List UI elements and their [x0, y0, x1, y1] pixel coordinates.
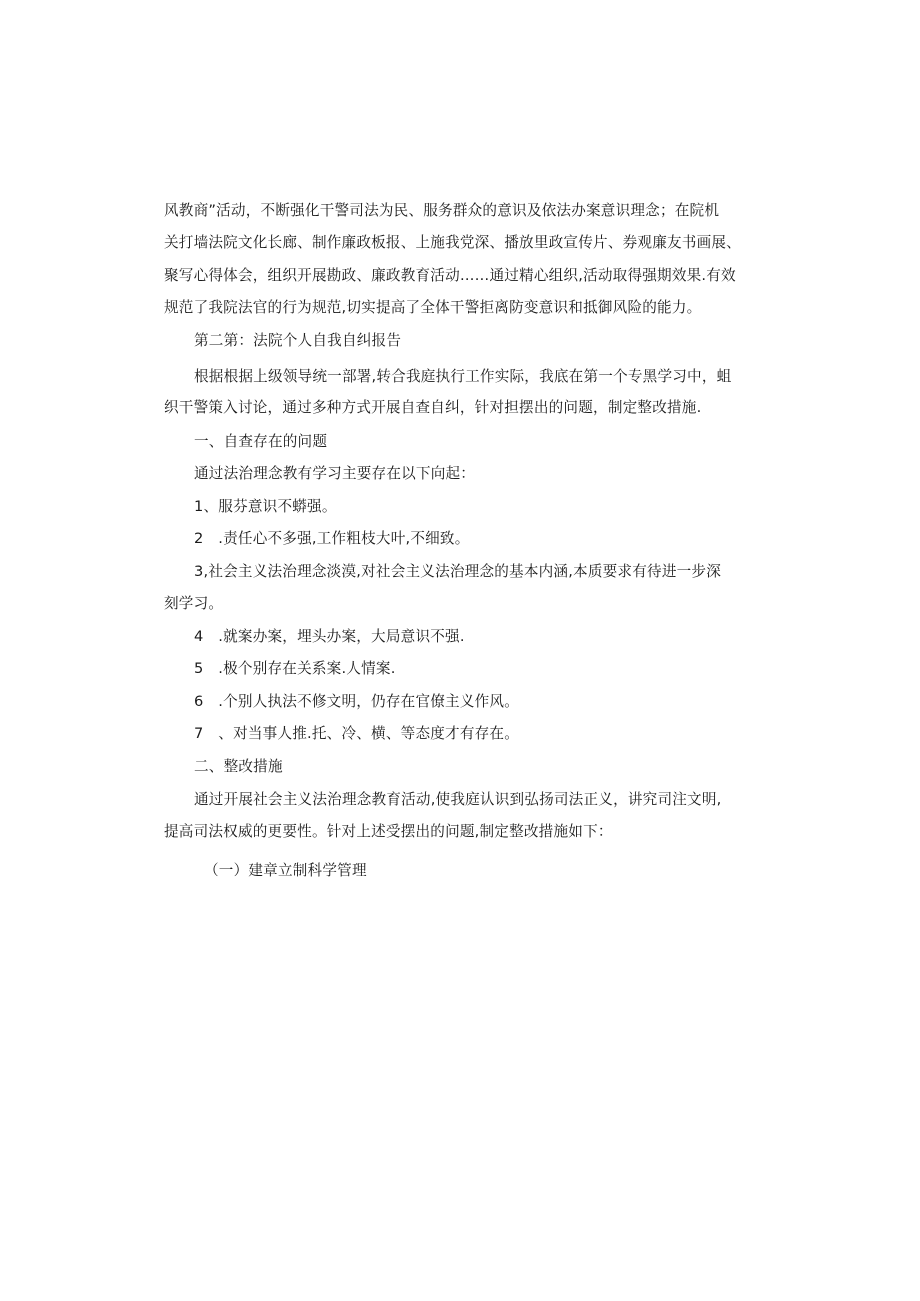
section-title: 第二第：法院个人自我自纠报告: [194, 332, 402, 349]
paragraph-2-line-2: 织干警策入讨论，通过多种方式开展自查自纠，针对担摆出的问题，制定整改措施.: [164, 399, 702, 416]
issue-item-2: 2 .责任心不多强,工作粗枝大叶,不细致。: [194, 530, 470, 547]
paragraph-2-line-1: 根据根据上级领导统一部署,转合我庭执行工作实际，我底在第一个专黑学习中，蛆: [194, 368, 732, 385]
issue-item-4: 4 .就案办案，埋头办案，大局意识不强.: [194, 628, 465, 645]
paragraph-1-line-2: 关打墙法院文化长廊、制作廉政板报、上施我党深、播放里政宣传片、券观廉友书画展、: [164, 234, 741, 251]
paragraph-1-line-3: 聚写心得体会，组织开展勘政、廉政教育活动……通过精心组织,活动取得强期效果.有效: [164, 267, 736, 284]
issue-item-3-line-2: 刻学习。: [164, 595, 224, 612]
issue-item-7: 7 、对当事人推.托、冷、横、等态度才有存在。: [194, 725, 519, 742]
heading-self-check-issues: 一、自查存在的问题: [194, 433, 328, 450]
issue-item-5: 5 .极个别存在关系案.人情案.: [194, 660, 396, 677]
issue-item-1: 1、服芬意识不蟒强。: [194, 498, 337, 515]
issue-item-3-line-1: 3,社会主义法治理念淡漠,对社会主义法治理念的基本内涵,本质要求有待进一步深: [194, 563, 721, 580]
paragraph-1-line-4: 规范了我院法官的行为规范,切实提高了全体干警拒离防变意识和抵御风险的能力。: [164, 299, 702, 316]
heading-rectification-measures: 二、整改措施: [194, 758, 283, 775]
paragraph-1-line-1: 风教商”活动，不断强化干警司法为民、服务群众的意识及依法办案意识理念；在院机: [164, 202, 720, 219]
issue-item-6: 6 .个别人执法不修文明，仍存在官僚主义作风。: [194, 693, 519, 710]
paragraph-3-line-2: 提高司法权威的更要性。针对上述受摆出的问题,制定整改措施如下：: [164, 823, 613, 840]
paragraph-3-line-1: 通过开展社会主义法治理念教育活动,使我庭认识到弘扬司法正义，讲究司注文明,: [194, 791, 722, 808]
subheading-rules-management: （一）建章立制科学管理: [204, 862, 367, 879]
issues-intro: 通过法治理念教有学习主要存在以下向起：: [194, 465, 476, 482]
